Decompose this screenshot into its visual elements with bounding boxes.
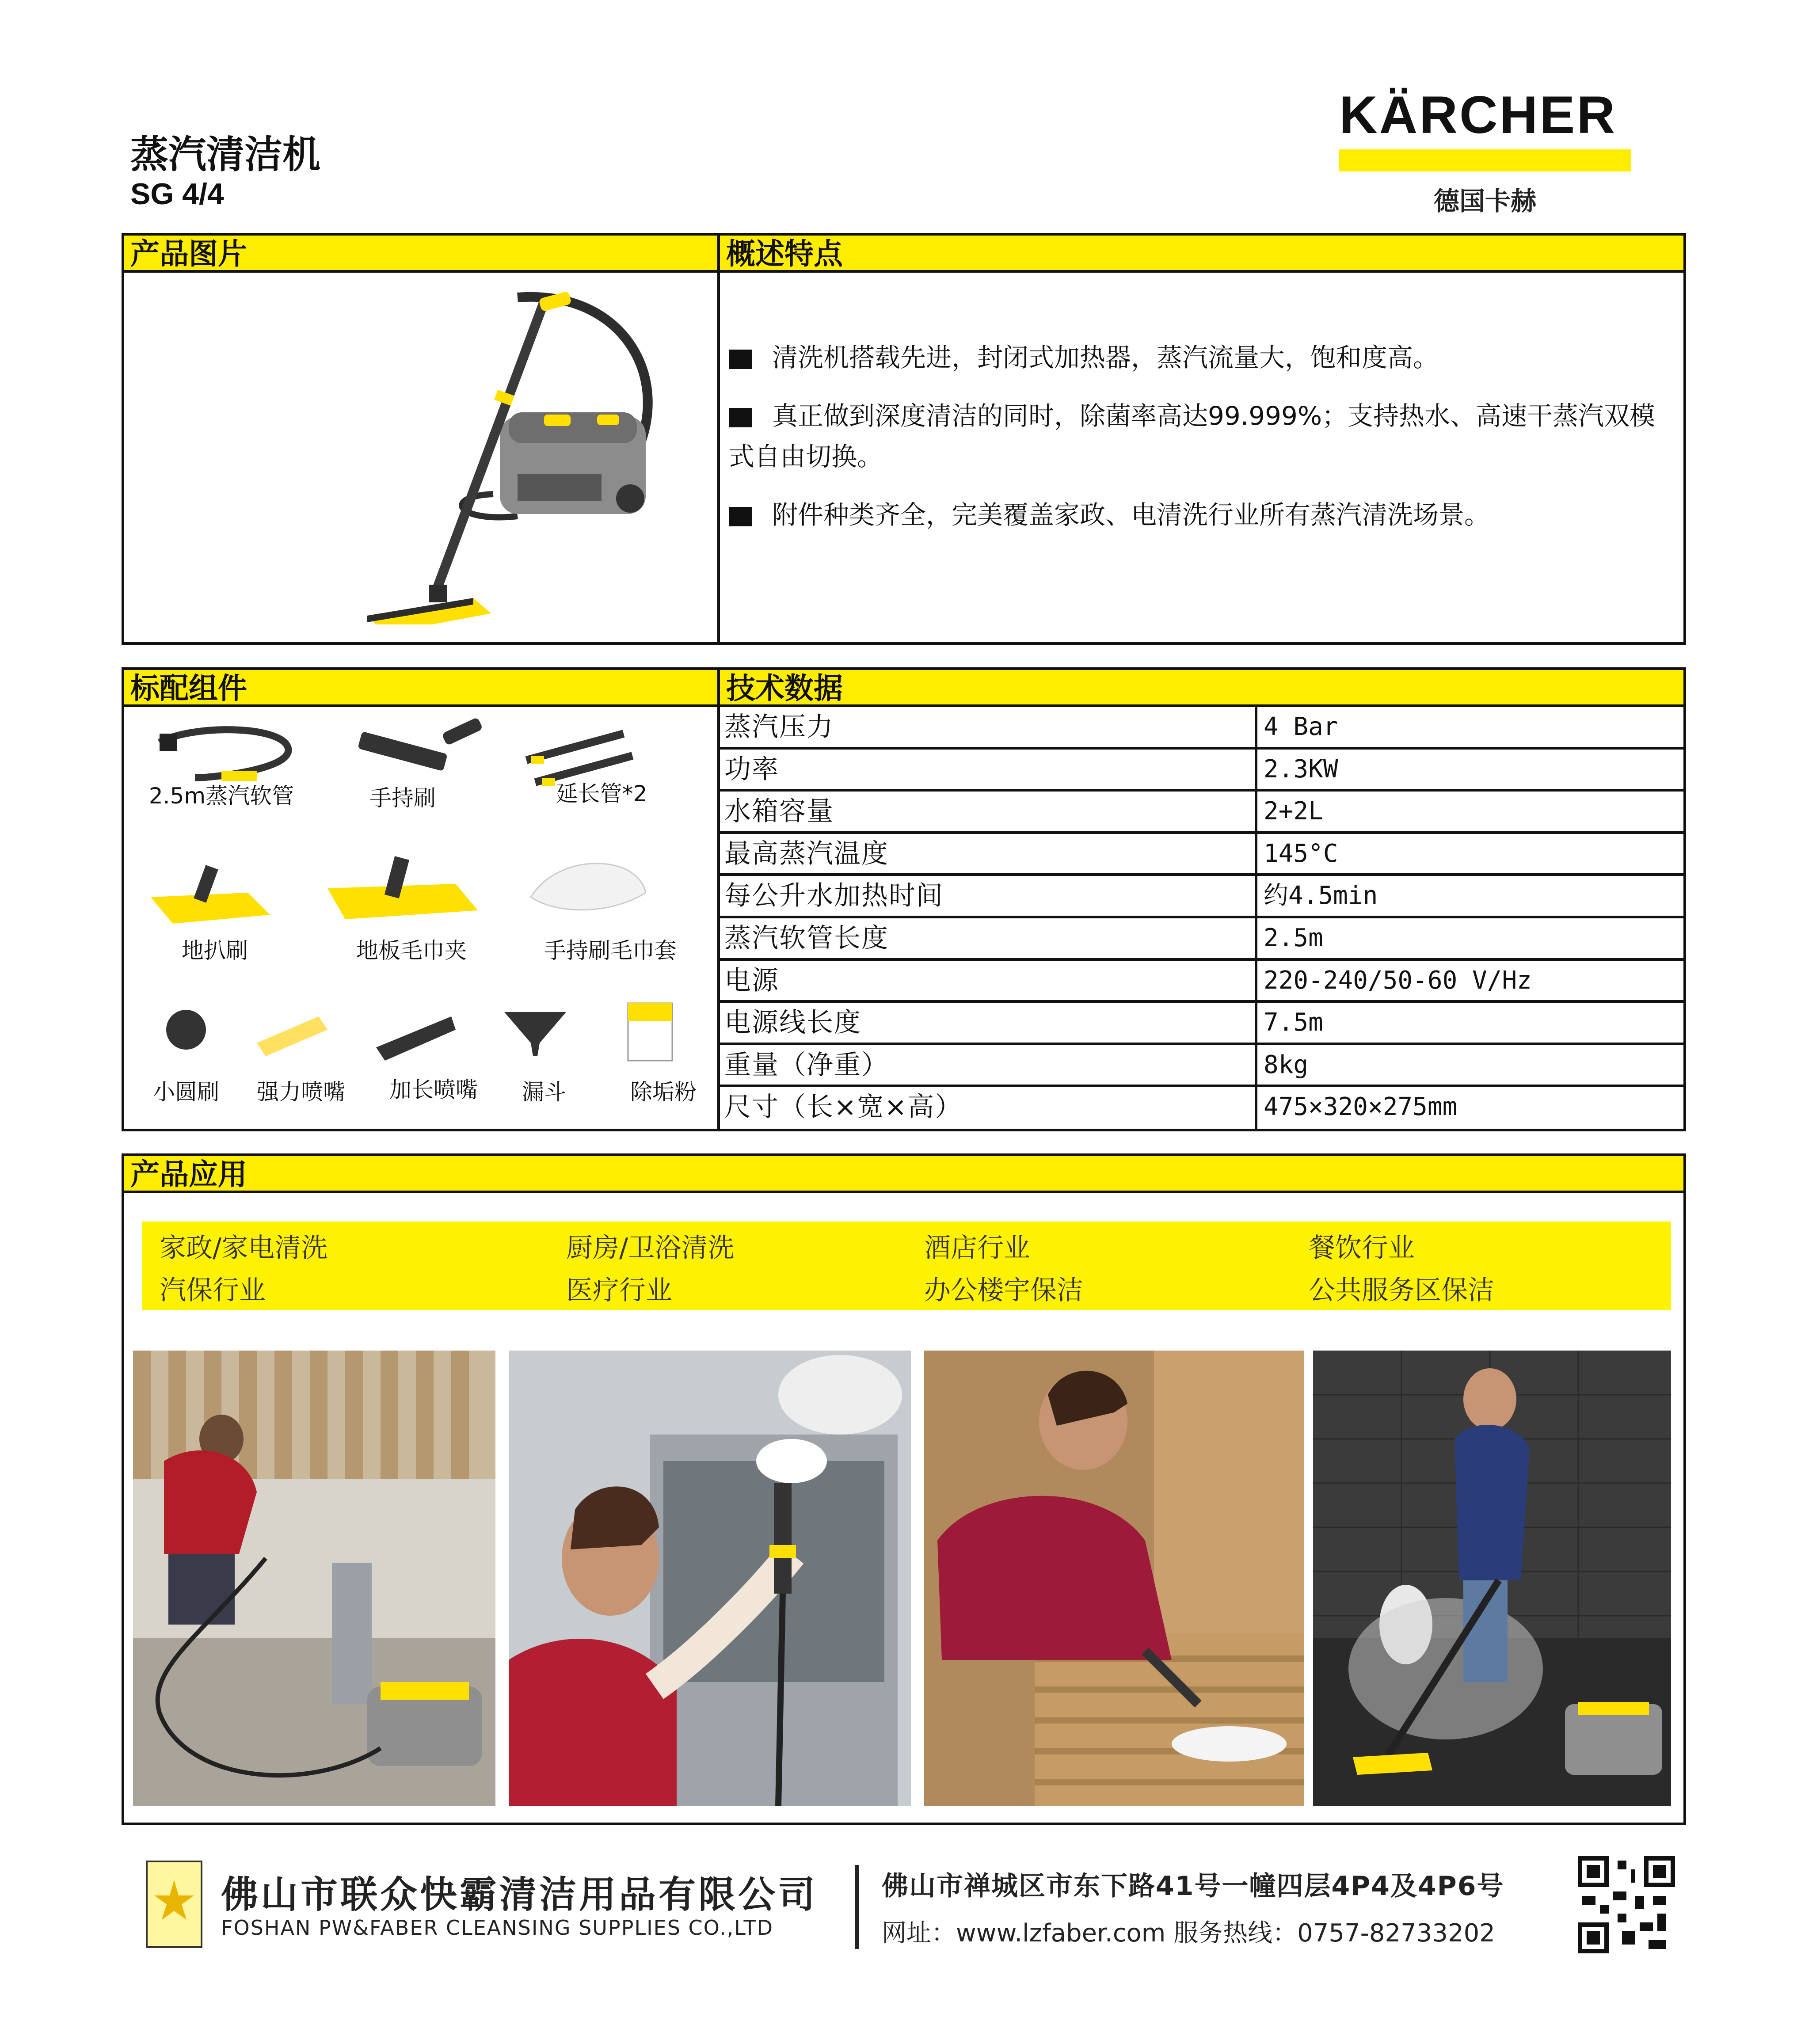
company-footer xyxy=(146,1856,1675,1953)
spec-row: 蒸汽压力 4 Bar xyxy=(720,707,1683,750)
component-label: 小圆刷 xyxy=(153,1079,219,1105)
component-label: 强力喷嘴 xyxy=(257,1079,345,1105)
component-label: 加长喷嘴 xyxy=(389,1077,478,1103)
image-section-header: 产品图片 xyxy=(124,236,717,273)
spec-row: 尺寸（长×宽×高） 475×320×275mm xyxy=(720,1087,1683,1130)
spec-table xyxy=(720,707,1683,1129)
component-label: 延长管*2 xyxy=(556,781,647,807)
component-label: 地板毛巾夹 xyxy=(356,938,467,963)
component-label: 漏斗 xyxy=(522,1079,566,1105)
components-section-header: 标配组件 xyxy=(124,670,717,707)
spec-row: 重量（净重） 8kg xyxy=(720,1045,1683,1088)
application-item: 汽保行业 xyxy=(160,1275,266,1306)
component-label: 手持刷 xyxy=(369,785,436,811)
feature-list xyxy=(729,337,1670,553)
kitchen-cleaning-photo xyxy=(509,1351,911,1806)
spec-row: 每公升水加热时间 约4.5min xyxy=(720,876,1683,918)
qr-code-icon xyxy=(1578,1856,1675,1953)
application-item: 厨房/卫浴清洗 xyxy=(566,1233,735,1263)
feature-item: 真正做到深度清洁的同时，除菌率高达99.999%；支持热水、高速干蒸汽双模式自由切换。 xyxy=(729,401,1656,472)
bullet-square-icon xyxy=(729,507,752,526)
component-label: 地扒刷 xyxy=(182,938,248,963)
company-name-en: FOSHAN PW&FABER CLEANSING SUPPLIES CO.,LTD xyxy=(221,1916,774,1940)
bullet-square-icon xyxy=(729,408,752,427)
tech-section-header: 技术数据 xyxy=(720,670,1683,707)
application-item: 办公楼宇保洁 xyxy=(924,1275,1083,1306)
component-label: 手持刷毛巾套 xyxy=(544,938,677,963)
sauna-cleaning-photo xyxy=(924,1351,1304,1806)
components-specs-section xyxy=(122,667,1686,1131)
company-contact: 网址：www.lzfaber.com 服务热线：0757-82733202 xyxy=(882,1919,1495,1948)
spec-row: 电源线长度 7.5m xyxy=(720,1003,1683,1045)
company-name: 佛山市联众快霸清洁用品有限公司 xyxy=(221,1872,818,1916)
application-item: 家政/家电清洗 xyxy=(160,1233,328,1263)
feature-item: 清洗机搭载先进，封闭式加热器，蒸汽流量大，饱和度高。 xyxy=(729,337,1670,378)
application-item: 公共服务区保洁 xyxy=(1309,1275,1494,1306)
spa-cleaning-photo xyxy=(133,1351,495,1806)
spec-row: 最高蒸汽温度 145°C xyxy=(720,834,1683,876)
spec-row: 水箱容量 2+2L xyxy=(720,792,1683,834)
steam-cleaner-product-image xyxy=(235,289,677,624)
application-item: 餐饮行业 xyxy=(1309,1233,1415,1263)
spec-row: 电源 220-240/50-60 V/Hz xyxy=(720,961,1683,1003)
star-emblem-icon xyxy=(148,1862,201,1946)
footer-divider xyxy=(855,1865,859,1949)
application-section-header: 产品应用 xyxy=(124,1156,1683,1193)
component-label: 2.5m蒸汽软管 xyxy=(148,783,294,809)
application-section xyxy=(122,1153,1686,1825)
spec-row: 蒸汽软管长度 2.5m xyxy=(720,918,1683,961)
spec-row: 功率 2.3KW xyxy=(720,750,1683,792)
overview-section xyxy=(122,233,1686,645)
feature-item: 附件种类齐全，完美覆盖家政、电清洗行业所有蒸汽清洗场景。 xyxy=(729,495,1670,535)
brand-wordmark: KÄRCHER xyxy=(1339,85,1617,145)
company-address: 佛山市禅城区市东下路41号一幢四层4P4及4P6号 xyxy=(882,1871,1504,1902)
accessory-images xyxy=(124,707,717,1131)
application-item: 医疗行业 xyxy=(566,1275,672,1306)
brand-cn: 德国卡赫 xyxy=(1433,186,1536,216)
karcher-logo xyxy=(1339,85,1631,217)
model-number: SG 4/4 xyxy=(130,177,224,211)
features-section-header: 概述特点 xyxy=(720,236,1683,273)
bullet-square-icon xyxy=(729,350,752,369)
bathroom-cleaning-photo xyxy=(1313,1351,1671,1806)
component-label: 除垢粉 xyxy=(630,1079,697,1105)
company-logo xyxy=(146,1861,202,1948)
product-title: 蒸汽清洁机 xyxy=(130,133,320,177)
application-band xyxy=(142,1222,1671,1310)
column-divider xyxy=(717,236,720,642)
brand-yellow-bar xyxy=(1339,149,1631,171)
application-item: 酒店行业 xyxy=(924,1233,1030,1263)
